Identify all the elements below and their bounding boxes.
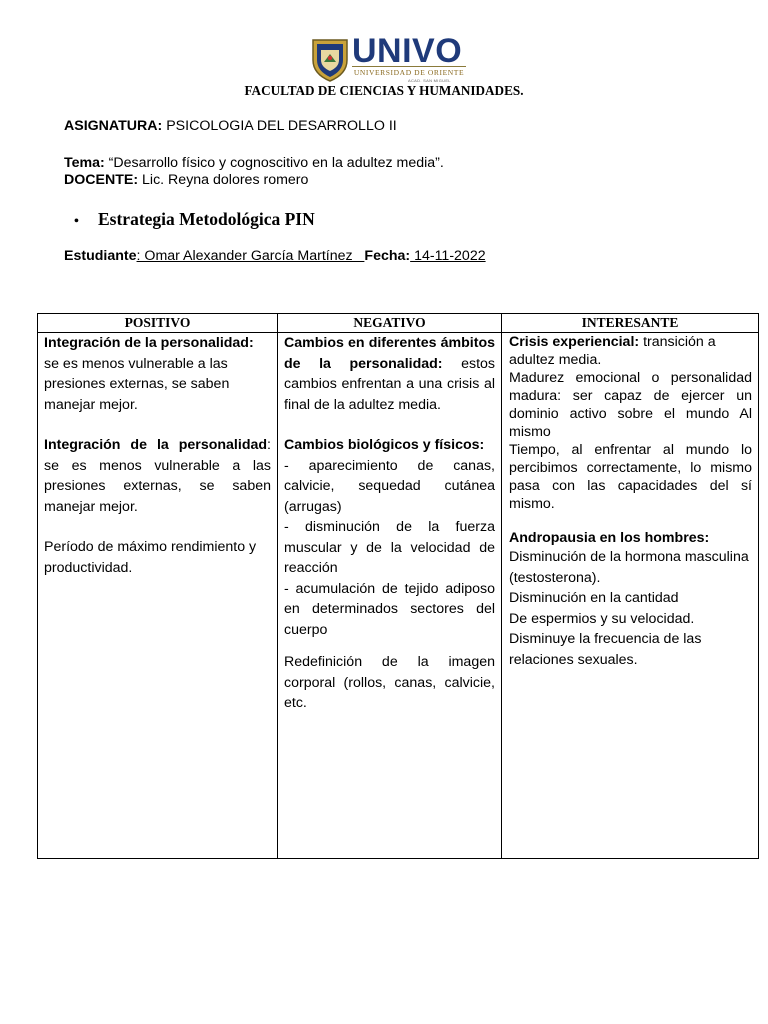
faculty-title: FACULTAD DE CIENCIAS Y HUMANIDADES. <box>244 83 524 98</box>
interesante-line-1: Disminución de la hormona masculina (testosterona). <box>509 549 749 586</box>
header-negativo: NEGATIVO <box>353 315 426 330</box>
docente-line <box>64 172 308 188</box>
negativo-paragraph-1 <box>284 333 495 415</box>
logo-small-text: ACAD. SAN MIGUEL <box>408 78 451 83</box>
tema-line <box>64 155 444 171</box>
asignatura-value: PSICOLOGIA DEL DESARROLLO II <box>162 118 397 134</box>
negativo-text-1: estos cambios enfrentan a una crisis al final de la adultez media. <box>284 355 495 413</box>
interesante-title-1: Crisis experiencial: <box>509 334 640 350</box>
negativo-paragraph-3: Redefinición de la imagen corporal (rollos, canas, calvicie, etc. <box>284 654 495 711</box>
logo-subtitle: UNIVERSIDAD DE ORIENTE <box>353 68 465 77</box>
estudiante-label: Estudiante <box>64 248 137 264</box>
header-interesante: INTERESANTE <box>581 315 679 330</box>
estudiante-value: : Omar Alexander García Martínez <box>136 248 365 264</box>
negativo-item-3: - acumulación de tejido adiposo en determinados sectores del cuerpo <box>284 580 495 638</box>
docente-label: DOCENTE: <box>64 172 139 188</box>
positivo-title-2: Integración de la personalidad <box>44 437 268 453</box>
negativo-item-1: - aparecimiento de canas, calvicie, sequedad cutánea (arrugas) <box>284 457 495 515</box>
positivo-title-1: Integración de la personalidad: <box>44 335 254 351</box>
tema-value: “Desarrollo físico y cognoscitivo en la adultez media”. <box>104 155 444 171</box>
negativo-item-2: - disminución de la fuerza muscular y de la velocidad de reacción <box>284 519 495 576</box>
interesante-cell <box>509 333 752 670</box>
positivo-cell <box>44 333 271 578</box>
positivo-text-2: : se es menos vulnerable a las presiones externas, se saben manejar mejor. <box>44 437 271 515</box>
interesante-paragraph-3: Tiempo, al enfrentar al mundo lo percibimos correctamente, lo mismo pasa con las capacidades del sí mismo. <box>509 442 752 512</box>
interesante-list <box>509 547 752 670</box>
fecha-label: Fecha: <box>364 248 411 264</box>
interesante-paragraph-2: Madurez emocional o personalidad madura: ser capaz de ejercer un dominio activo sobre el mundo Al mismo <box>509 370 752 440</box>
positivo-paragraph-2 <box>44 435 271 517</box>
docente-value: Lic. Reyna dolores romero <box>138 172 309 188</box>
logo-wordmark: UNIVO <box>352 32 463 70</box>
pin-table <box>37 313 759 859</box>
interesante-line-4: Disminuye la frecuencia de las relaciones sexuales. <box>509 631 702 668</box>
tema-label: Tema: <box>64 155 105 171</box>
estrategia-text: Estrategia Metodológica PIN <box>98 209 315 229</box>
positivo-text-1: se es menos vulnerable a las presiones externas, se saben manejar mejor. <box>44 355 230 413</box>
negativo-cell <box>284 333 495 714</box>
positivo-paragraph-3: Período de máximo rendimiento y productividad. <box>44 539 257 576</box>
bullet-icon: • <box>74 214 79 229</box>
estrategia-heading <box>74 209 315 230</box>
fecha-value: 14-11-2022 <box>410 248 486 264</box>
negativo-title-2: Cambios biológicos y físicos: <box>284 437 485 453</box>
interesante-paragraph-1 <box>509 333 752 369</box>
university-logo <box>310 32 470 84</box>
interesante-line-2: Disminución en la cantidad <box>509 590 679 606</box>
asignatura-label: ASIGNATURA: <box>64 118 163 134</box>
asignatura-line <box>64 118 397 134</box>
column-divider <box>277 314 278 858</box>
estudiante-line <box>64 248 486 264</box>
positivo-paragraph-1 <box>44 333 271 415</box>
header-positivo: POSITIVO <box>124 315 191 330</box>
column-divider <box>501 314 502 858</box>
interesante-text-1: transición a adultez media. <box>509 334 716 368</box>
negativo-title-1: Cambios en diferentes ámbitos de la personalidad: <box>284 335 495 372</box>
interesante-line-3: De espermios y su velocidad. <box>509 610 695 627</box>
interesante-title-4: Andropausia en los hombres: <box>509 530 710 546</box>
shield-icon <box>310 36 350 82</box>
